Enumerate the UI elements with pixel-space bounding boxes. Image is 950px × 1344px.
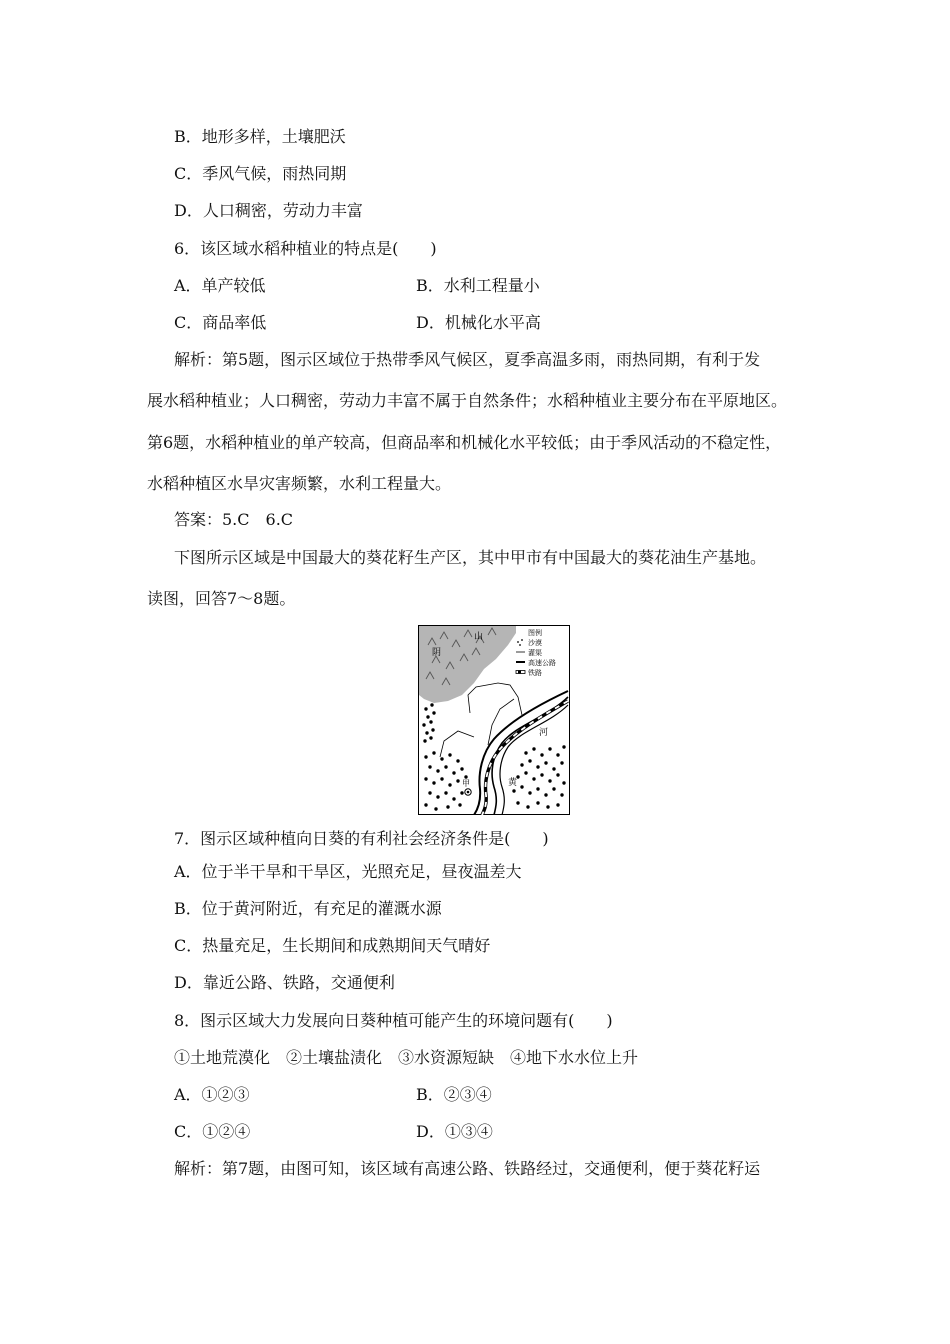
intro-line2: 读图，回答7～8题。 [147, 589, 296, 608]
analysis1-line4: 水稻种植区水旱灾害频繁，水利工程量大。 [147, 474, 452, 493]
q7-option-a: A．位于半干旱和干旱区，光照充足，昼夜温差大 [174, 862, 522, 881]
map-label-huang: 黄 [508, 778, 518, 788]
q8-option-b: B．②③④ [416, 1085, 492, 1104]
q7-option-b: B．位于黄河附近，有充足的灌溉水源 [174, 899, 442, 918]
analysis1-line2: 展水稻种植业；人口稠密，劳动力丰富不属于自然条件；水稻种植业主要分布在平原地区。 [147, 391, 788, 410]
analysis1-line3: 第6题，水稻种植业的单产较高，但商品率和机械化水平较低；由于季风活动的不稳定性， [147, 433, 782, 452]
q6-stem: 6．该区域水稻种植业的特点是( ) [174, 239, 437, 258]
analysis1-line1: 解析：第5题，图示区域位于热带季风气候区，夏季高温多雨，雨热同期，有利于发 [174, 350, 761, 369]
city-jia-marker [465, 789, 471, 795]
q5-option-c: C．季风气候，雨热同期 [174, 164, 347, 183]
map-label-shan: 山 [474, 632, 484, 642]
legend-title: 图例 [528, 629, 542, 637]
q5-option-d: D．人口稠密，劳动力丰富 [174, 201, 363, 220]
q6-option-b: B．水利工程量小 [416, 276, 540, 295]
answer1: 答案：5.C 6.C [174, 510, 294, 529]
q8-option-c: C．①②④ [174, 1122, 251, 1141]
q6-option-d: D．机械化水平高 [416, 313, 541, 332]
legend-highway: 高速公路 [528, 659, 556, 667]
legend-railway: 铁路 [528, 669, 542, 677]
q8-option-d: D．①③④ [416, 1122, 493, 1141]
q7-option-c: C．热量充足，生长期间和成熟期间天气晴好 [174, 936, 491, 955]
analysis2-line1: 解析：第7题，由图可知，该区域有高速公路、铁路经过，交通便利，便于葵花籽运 [174, 1159, 761, 1178]
legend-canal: 灌渠 [528, 649, 542, 657]
sunflower-region-map [418, 625, 570, 815]
q8-stem: 8．图示区域大力发展向日葵种植可能产生的环境问题有( ) [174, 1011, 613, 1030]
map-label-jia: 甲 [462, 779, 470, 788]
intro-line1: 下图所示区域是中国最大的葵花籽生产区，其中甲市有中国最大的葵花油生产基地。 [174, 548, 767, 567]
q5-option-b: B．地形多样，土壤肥沃 [174, 127, 346, 146]
q6-option-c: C．商品率低 [174, 313, 267, 332]
map-label-yin: 阴 [432, 648, 442, 658]
q7-option-d: D．靠近公路、铁路，交通便利 [174, 973, 395, 992]
q6-option-a: A．单产较低 [174, 276, 266, 295]
q8-option-a: A．①②③ [174, 1085, 250, 1104]
legend-desert: 沙漠 [528, 639, 542, 647]
q7-stem: 7．图示区域种植向日葵的有利社会经济条件是( ) [174, 829, 549, 848]
map-label-he: 河 [539, 728, 549, 738]
q8-items: ①土地荒漠化 ②土壤盐渍化 ③水资源短缺 ④地下水水位上升 [174, 1048, 639, 1067]
